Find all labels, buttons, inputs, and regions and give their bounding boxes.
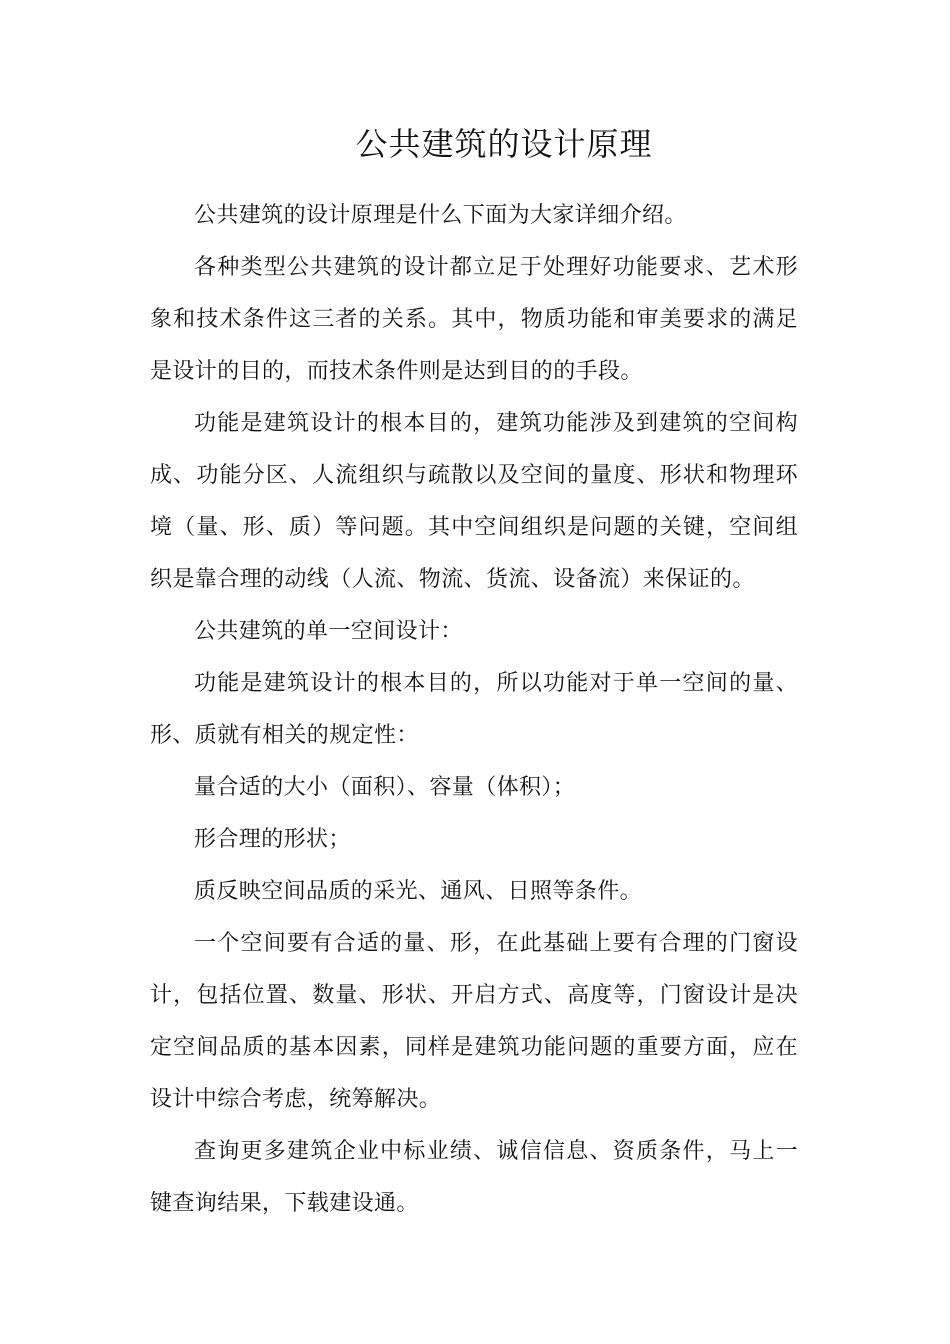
paragraph-single-space-heading: 公共建筑的单一空间设计：: [194, 619, 463, 644]
paragraph-quantity: 量合适的大小（面积）、容量（体积）；: [194, 775, 576, 800]
paragraph-single-space-rules: 功能是建筑设计的根本目的，所以功能对于单一空间的量、形、质就有相关的规定性：: [150, 671, 798, 748]
document-title: 公共建筑的设计原理: [355, 125, 653, 163]
paragraph-function: 功能是建筑设计的根本目的，建筑功能涉及到建筑的空间构成、功能分区、人流组织与疏散以及空间的量度、形状和物理环境（量、形、质）等问题。其中空间组织是问题的关键，空间组织是靠合理的动线（人流、物流、货流、设备流）来保证的。: [150, 411, 798, 592]
paragraph-shape: 形合理的形状；: [194, 827, 351, 852]
paragraph-door-window: 一个空间要有合适的量、形，在此基础上要有合理的门窗设计，包括位置、数量、形状、开启方式、高度等，门窗设计是决定空间品质的基本因素，同样是建筑功能问题的重要方面，应在设计中综合考虑，统筹解决。: [150, 931, 798, 1112]
paragraph-quality: 质反映空间品质的采光、通风、日照等条件。: [194, 879, 643, 904]
paragraph-promo: 查询更多建筑企业中标业绩、诚信信息、资质条件，马上一键查询结果，下载建设通。: [150, 1139, 798, 1216]
paragraph-intro: 公共建筑的设计原理是什么下面为大家详细介绍。: [194, 203, 687, 228]
document-body: [150, 190, 798, 1230]
paragraph-three-elements: 各种类型公共建筑的设计都立足于处理好功能要求、艺术形象和技术条件这三者的关系。其中，物质功能和审美要求的满足是设计的目的，而技术条件则是达到目的的手段。: [150, 255, 798, 384]
